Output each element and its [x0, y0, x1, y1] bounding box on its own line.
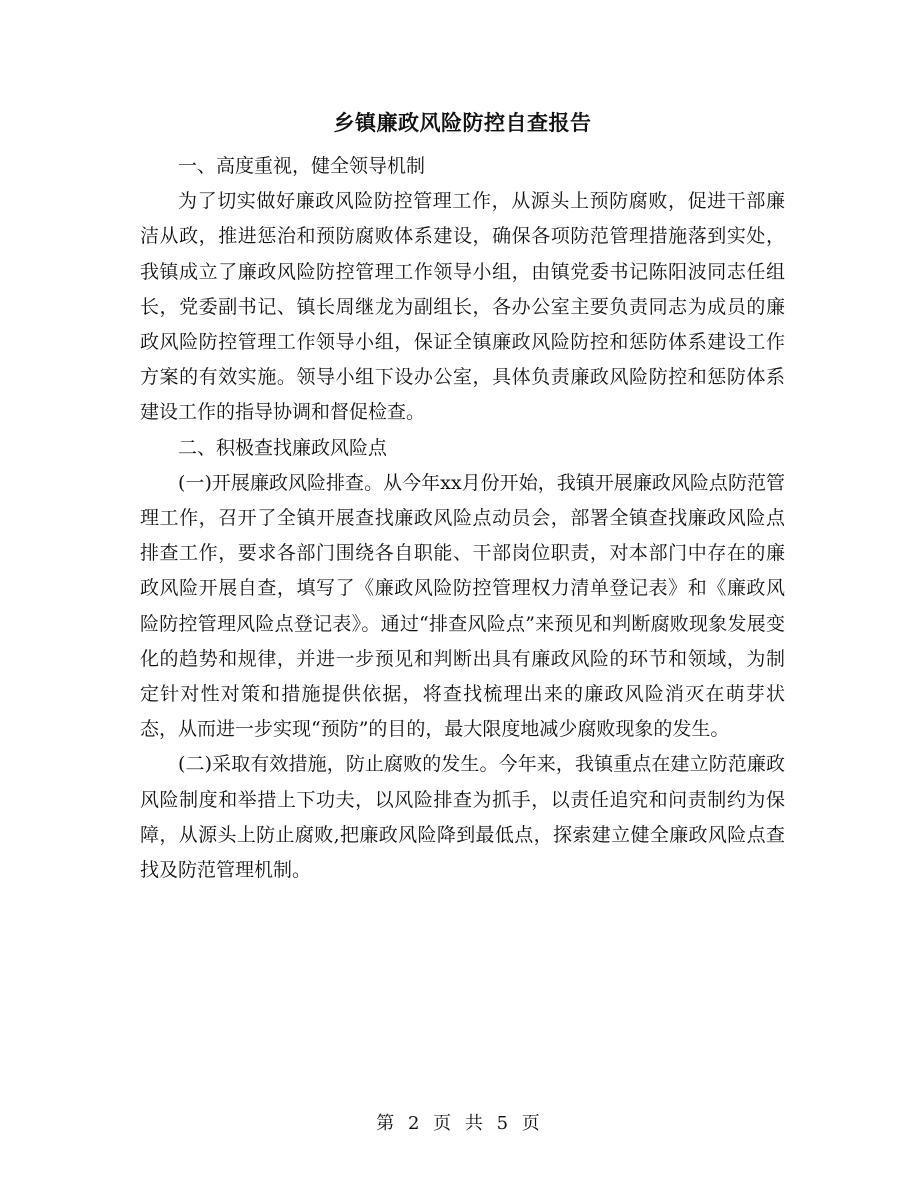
- document-title: 乡镇廉政风险防控自查报告: [333, 110, 592, 135]
- page-number-footer: 第 2 页 共 5 页: [376, 1113, 544, 1134]
- section-2-paragraph-1: (一)开展廉政风险排查。从今年xx月份开始，我镇开展廉政风险点防范管理工作，召开了全镇开展查找廉政风险点动员会，部署全镇查找廉政风险点排查工作，要求各部门围绕各自职能、干部岗位职责，对本部门中存在的廉政风险开展自查，填写了《廉政风险防控管理权力清单登记表》和《廉政风险防控管理风险点登记表》。通过“排查风险点”来预见和判断腐败现象发展变化的趋势和规律，并进一步预见和判断出具有廉政风险的环节和领域，为制定针对性对策和措施提供依据，将查找梳理出来的廉政风险消灭在萌芽状态，从而进一步实现“预防”的目的，最大限度地减少腐败现象的发生。: [140, 471, 785, 741]
- document-body: [140, 103, 785, 888]
- section-heading-1: 一、高度重视，健全领导机制: [178, 155, 426, 177]
- section-heading-2: 二、积极查找廉政风险点: [178, 436, 388, 459]
- section-2-paragraph-2: (二)采取有效措施，防止腐败的发生。今年来，我镇重点在建立防范廉政风险制度和举措上下功夫，以风险排查为抓手，以责任追究和问责制约为保障，从源头上防止腐败,把廉政风险降到最低点，探索建立健全廉政风险点查找及防范管理机制。: [140, 753, 785, 882]
- section-1-paragraph-1: 为了切实做好廉政风险防控管理工作，从源头上预防腐败，促进干部廉洁从政，推进惩治和预防腐败体系建设，确保各项防范管理措施落到实处，我镇成立了廉政风险防控管理工作领导小组，由镇党委书记陈阳波同志任组长，党委副书记、镇长周继龙为副组长，各办公室主要负责同志为成员的廉政风险防控管理工作领导小组，保证全镇廉政风险防控和惩防体系建设工作方案的有效实施。领导小组下设办公室，具体负责廉政风险防控和惩防体系建设工作的指导协调和督促检查。: [140, 190, 785, 424]
